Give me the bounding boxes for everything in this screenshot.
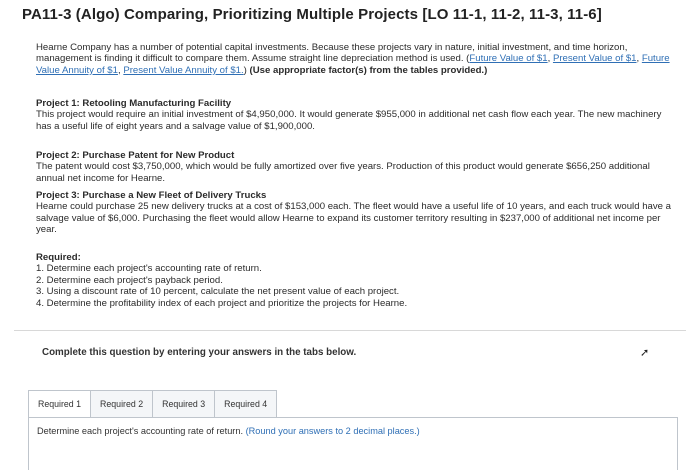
required-list — [36, 263, 676, 309]
link-future-value-annuity[interactable]: Future Value Annuity of $1 — [36, 53, 670, 76]
tab-required-3[interactable]: Required 3 — [152, 390, 214, 418]
link-future-value[interactable]: Future Value of $1 — [469, 53, 548, 65]
project-2-body: The patent would cost $3,750,000, which would be fully amortized over five years. Production of this product would generate $656,250 additional annual net income for Hearne. — [36, 161, 650, 184]
required-heading: Required: — [36, 252, 81, 263]
required-item-3: 3. Using a discount rate of 10 percent, calculate the net present value of each project. — [36, 286, 400, 298]
project-3-heading: Project 3: Purchase a New Fleet of Delivery Trucks — [36, 190, 267, 201]
project-1-body: This project would require an initial investment of $4,950,000. It would generate $955,000 in additional net cash flow each year. The new machinery has a useful life of eight years and a salvage value of $1,900,000. — [36, 109, 662, 132]
project-2-heading: Project 2: Purchase Patent for New Product — [36, 150, 235, 161]
mouse-cursor-icon: ➚ — [640, 347, 650, 359]
tab-instruction — [37, 426, 420, 436]
intro-sep-3: , — [117, 64, 124, 76]
required-item-2: 2. Determine each project's payback period. — [36, 274, 223, 286]
link-present-value-annuity[interactable]: Present Value Annuity of $1. — [123, 64, 244, 76]
intro-paragraph — [36, 42, 676, 76]
intro-sep-1: , — [547, 53, 553, 65]
tab-panel — [28, 417, 678, 470]
intro-sep-2: , — [636, 53, 642, 65]
tab-required-4[interactable]: Required 4 — [214, 390, 277, 418]
project-1-heading: Project 1: Retooling Manufacturing Facility — [36, 98, 232, 109]
tab-instruction-note: (Round your answers to 2 decimal places.) — [243, 426, 420, 436]
intro-text: Hearne Company has a number of potential capital investments. Because these projects vary in nature, initial investment, and time horizon, management is finding it difficult to compare them. Assume straight line depreciation method is used. ( — [36, 42, 628, 65]
link-present-value[interactable]: Present Value of $1 — [552, 53, 637, 65]
page-title: PA11-3 (Algo) Comparing, Prioritizing Multiple Projects [LO 11-1, 11-2, 11-3, 11-6] — [22, 6, 602, 23]
tab-required-2[interactable]: Required 2 — [90, 390, 152, 418]
required-section — [36, 252, 676, 309]
project-2 — [36, 150, 676, 184]
required-item-1: 1. Determine each project's accounting rate of return. — [36, 263, 262, 275]
project-1 — [36, 98, 676, 132]
tab-required-1[interactable]: Required 1 — [28, 390, 90, 418]
project-3 — [36, 190, 676, 236]
required-item-4: 4. Determine the profitability index of each project and prioritize the projects for Hearne. — [36, 297, 408, 309]
section-divider — [14, 330, 686, 331]
project-3-body: Hearne could purchase 25 new delivery trucks at a cost of $153,000 each. The fleet would have a useful life of 10 years, and each truck would have a salvage value of $6,000. Purchasing the fleet would allow Hearne to expand its customer territory resulting in $237,000 of additional net income per year. — [36, 201, 671, 236]
complete-instruction: Complete this question by entering your answers in the tabs below. — [42, 347, 357, 358]
intro-note: (Use appropriate factor(s) from the tables provided.) — [246, 64, 488, 76]
tab-instruction-text: Determine each project's accounting rate of return. — [37, 426, 244, 436]
intro-close: ) — [243, 64, 247, 76]
required-tabs — [28, 390, 277, 418]
